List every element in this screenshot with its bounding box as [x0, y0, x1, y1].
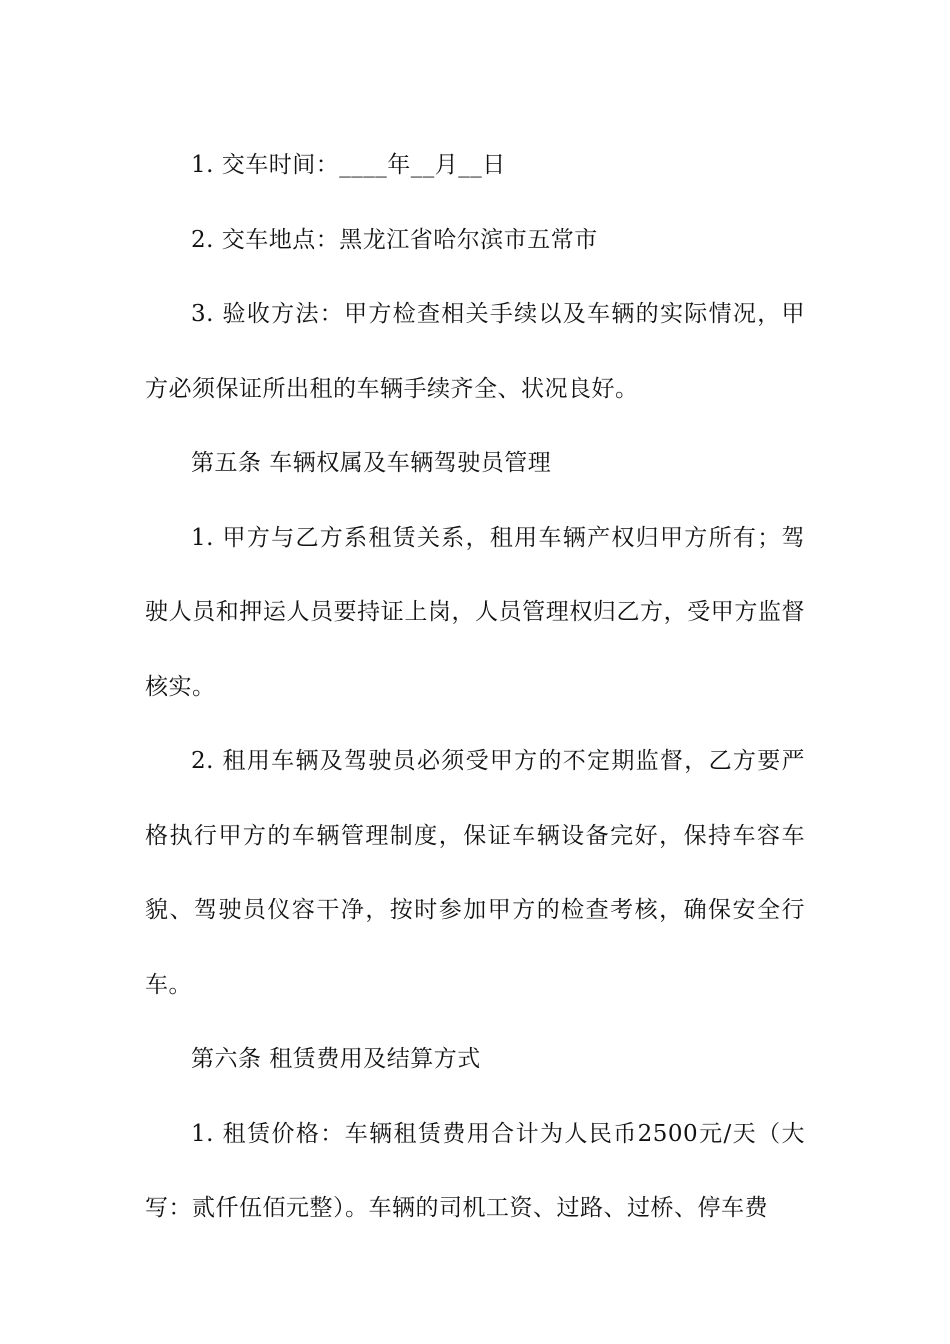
- delivery-location-clause: 2. 交车地点：黑龙江省哈尔滨市五常市: [191, 226, 598, 253]
- ownership-clause: 1. 甲方与乙方系租赁关系，租用车辆产权归甲方所有；驾驶人员和押运人员要持证上岗，人员管理权归乙方，受甲方监督核实。: [145, 524, 805, 700]
- delivery-time-clause: 1. 交车时间：____年__月__日: [191, 152, 506, 178]
- article-six-heading: 第六条 租赁费用及结算方式: [191, 1046, 481, 1072]
- article-five-heading: 第五条 车辆权属及车辆驾驶员管理: [191, 450, 552, 476]
- document-body: [145, 128, 805, 1246]
- acceptance-method-clause: 3. 验收方法：甲方检查相关手续以及车辆的实际情况，甲方必须保证所出租的车辆手续齐全、状况良好。: [145, 301, 805, 402]
- supervision-clause: 2. 租用车辆及驾驶员必须受甲方的不定期监督，乙方要严格执行甲方的车辆管理制度，保证车辆设备完好，保持车容车貌、驾驶员仪容干净，按时参加甲方的检查考核，确保安全行车。: [145, 748, 805, 998]
- rental-price-clause: 1. 租赁价格：车辆租赁费用合计为人民币2500元/天（大写：贰仟伍佰元整）。车辆的司机工资、过路、过桥、停车费: [145, 1120, 805, 1221]
